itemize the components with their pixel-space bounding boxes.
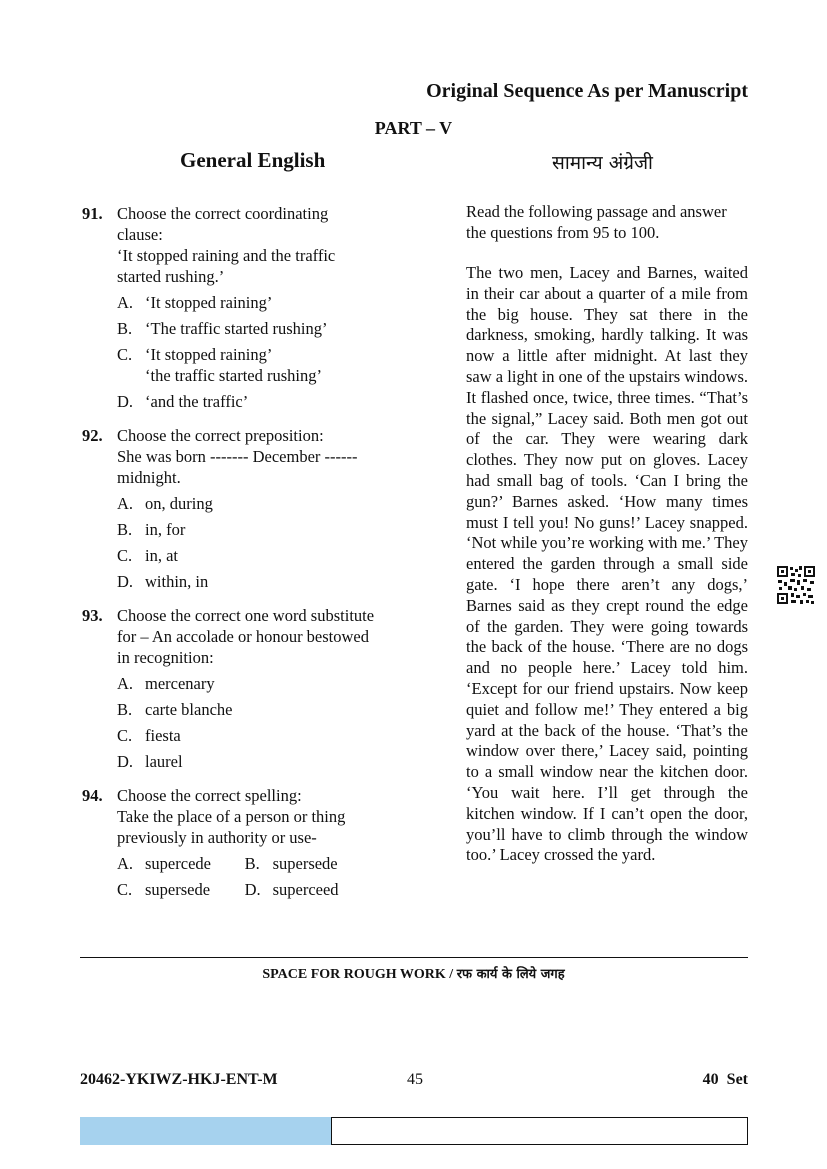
option-c xyxy=(117,344,412,386)
option-b xyxy=(117,318,412,339)
option-row xyxy=(117,853,412,874)
footer-answer-box xyxy=(331,1117,748,1145)
option-text: supersede xyxy=(145,880,211,899)
option-letter: B. xyxy=(117,319,133,338)
option-c xyxy=(117,725,412,746)
option-letter: D. xyxy=(117,572,134,591)
option-text: within, in xyxy=(145,572,209,591)
option-a xyxy=(117,673,412,694)
rough-work-label xyxy=(0,964,827,983)
question-text xyxy=(117,425,412,488)
option-letter: B. xyxy=(244,854,260,873)
set-text: Set xyxy=(726,1071,748,1088)
question-text-line: midnight. xyxy=(117,468,181,487)
question-92 xyxy=(82,425,412,592)
question-text-line: She was born ------- December ------ xyxy=(117,447,358,466)
option-text: ‘and the traffic’ xyxy=(145,392,249,411)
question-text xyxy=(117,785,412,848)
reading-passage: The two men, Lacey and Barnes, waited in their car about a quarter of a mile from the big house. They sat there in the darkness, smoking, hardly talking. It was now a little after midnight. At last they saw a light in one of the upstairs windows. It flashed once, twice, three times. “That’s the signal,” Lacey said. Both men got out of the car. They were wearing dark clothes. They now put on gloves. Lacey had small bag of tools. ‘Can I bring the gun?’ Barnes asked. ‘How many times must I tell you! No guns!’ Lacey snapped. ‘Not while you’re working with me.’ They entered the garden through a small side gate. ‘I hope there aren’t any dogs,’ Barnes said as they crept round the edge of the garden. They were going towards the back of the house. ‘There are no dogs and no people here.’ Lacey told him. ‘Except for our friend upstairs. Now keep quiet and follow me!’ They entered a big yard at the back of the house. ‘That’s the window over there,’ Lacey said, pointing to a small window near the kitchen door. ‘You wait here. I’ll get through the kitchen window. If I can’t open the door, you’ll have to climb through the window too.’ Lacey crossed the yard. xyxy=(466,263,748,865)
question-text-line: clause: xyxy=(117,225,163,244)
option-d xyxy=(117,391,412,412)
option-letter: C. xyxy=(117,726,133,745)
option-letter: D. xyxy=(244,880,261,899)
footer-color-bar xyxy=(80,1117,332,1145)
option-letter: A. xyxy=(117,494,134,513)
option-text: supercede xyxy=(145,854,211,873)
option-c xyxy=(117,879,245,900)
rough-work-hindi: रफ कार्य के लिये जगह xyxy=(456,967,565,982)
option-row xyxy=(117,879,412,900)
option-a xyxy=(117,292,412,313)
option-letter: D. xyxy=(117,392,134,411)
option-text: carte blanche xyxy=(145,700,233,719)
option-d xyxy=(117,571,412,592)
question-94 xyxy=(82,785,412,900)
option-letter: C. xyxy=(117,345,133,364)
section-divider xyxy=(80,957,748,958)
option-text: mercenary xyxy=(145,674,215,693)
set-label xyxy=(640,1071,748,1089)
question-text-line: in recognition: xyxy=(117,648,214,667)
option-text: ‘the traffic started rushing’ xyxy=(145,366,323,385)
question-number: 92. xyxy=(82,426,103,445)
option-b xyxy=(245,853,412,874)
part-heading: PART – V xyxy=(374,118,453,138)
option-letter: D. xyxy=(117,752,134,771)
option-letter: A. xyxy=(117,674,134,693)
option-text: ‘It stopped raining’ xyxy=(145,293,273,312)
option-b xyxy=(117,519,412,540)
option-text: ‘It stopped raining’ xyxy=(145,345,273,364)
option-letter: C. xyxy=(117,880,133,899)
question-93 xyxy=(82,605,412,772)
option-text: superceed xyxy=(272,880,339,899)
option-b xyxy=(117,699,412,720)
option-text: on, during xyxy=(145,494,213,513)
option-d xyxy=(117,751,412,772)
question-text-line: Choose the correct coordinating xyxy=(117,204,329,223)
option-a xyxy=(117,493,412,514)
question-text-line: Choose the correct spelling: xyxy=(117,786,302,805)
option-text: ‘The traffic started rushing’ xyxy=(145,319,328,338)
option-d xyxy=(245,879,412,900)
option-letter: A. xyxy=(117,293,134,312)
question-text-line: Choose the correct preposition: xyxy=(117,426,324,445)
qr-code-icon xyxy=(776,565,816,605)
question-quote-line: ‘It stopped raining and the traffic xyxy=(117,246,336,265)
option-text: fiesta xyxy=(145,726,181,745)
question-number: 93. xyxy=(82,606,103,625)
option-letter: B. xyxy=(117,520,133,539)
option-text: supersede xyxy=(272,854,338,873)
option-c xyxy=(117,545,412,566)
option-a xyxy=(117,853,245,874)
question-number: 91. xyxy=(82,204,103,223)
set-number: 40 xyxy=(702,1071,719,1088)
question-number: 94. xyxy=(82,786,103,805)
question-text-line: Take the place of a person or thing xyxy=(117,807,346,826)
option-text: laurel xyxy=(145,752,183,771)
option-letter: B. xyxy=(117,700,133,719)
option-letter: A. xyxy=(117,854,134,873)
question-text xyxy=(117,203,412,287)
section-title-english: General English xyxy=(180,148,326,172)
question-quote-line: started rushing.’ xyxy=(117,267,225,286)
question-text-line: previously in authority or use- xyxy=(117,828,317,847)
option-letter: C. xyxy=(117,546,133,565)
page-number: 45 xyxy=(407,1071,423,1088)
question-text-line: for – An accolade or honour bestowed xyxy=(117,627,370,646)
paper-code: 20462-YKIWZ-HKJ-ENT-M xyxy=(80,1071,278,1088)
option-text: in, for xyxy=(145,520,186,539)
rough-work-english: SPACE FOR ROUGH WORK / xyxy=(262,967,454,982)
passage-intro: Read the following passage and answer the questions from 95 to 100. xyxy=(466,202,727,242)
option-text: in, at xyxy=(145,546,178,565)
document-title: Original Sequence As per Manuscript xyxy=(426,80,748,102)
question-text-line: Choose the correct one word substitute xyxy=(117,606,375,625)
section-title-hindi: सामान्य अंग्रेजी xyxy=(552,152,653,174)
question-91 xyxy=(82,203,412,412)
question-text xyxy=(117,605,412,668)
